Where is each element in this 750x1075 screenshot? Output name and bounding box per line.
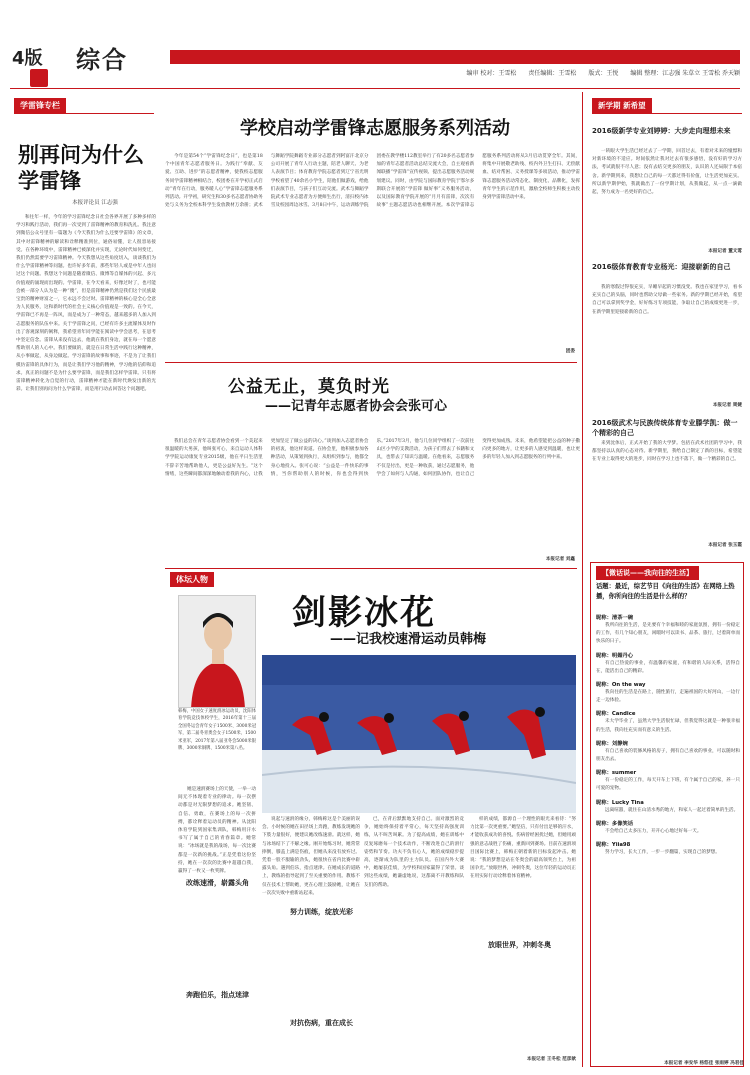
q1-author: 本报记者 董文莺 [708,249,742,254]
comment-text: 未大学毕业了，虽然大学生活很忙碌，但我觉得这就是一种很幸福的生活，我向往充实而有意义的生活。 [596,719,740,733]
newspaper-logo-icon [30,69,48,87]
comment-nickname: 昵称：summer [596,770,637,777]
header-red-bar [170,50,740,64]
sports-col3-text: 样的成绩，都源自一个理性的眼光来看待：“努力比第一次更重要。”她坚信，只有付出足够的汗水，才能收获成功的喜悦。伤病曾经困扰过她，但她用顽强的意志战胜了伤痛，重新回到赛场。目前在速滑项目国际比赛上，韩梅正朝着新的目标发起冲击。她说：“我的梦想是站在冬奥会的最高领奖台上，为祖国争光。”放眼世界，冲刺冬奥，这位年轻的运动员正在用实际行动诠释着体育精神。 [470,817,576,880]
q2-text: 我的寒假过得很充实，早睡早起的习惯没变。我也在家里学习，看书充实自己的头脑，同时也帮助父母做一些家务。新的学期已经开始，希望自己可以拿到奖学金，好好练习专项技能，争取让自己的成绩更进一步，在新学期里迎接崭新的自己。 [592,285,742,315]
comment-nickname: 昵称：刘静婉 [596,740,628,747]
comment-text: 努力学习，长大工作，一步一步翻篇，实现自己的梦想。 [605,850,720,856]
main-article-author: 团委 [565,349,575,354]
sports-top-rule [165,568,577,569]
comment-list [596,614,740,1054]
comment-nickname: 昵称：Yiia98 [596,842,631,849]
commentary-byline: 本报评论员 江志强 [72,200,118,206]
comment-item [596,799,740,815]
sports-col2 [262,816,360,1066]
volunteer-title: 公益无止，莫负时光 [228,377,390,397]
main-article-body [165,153,580,353]
speed-skating-photo [262,655,576,813]
sports-col3 [364,816,464,1066]
comment-item [596,769,740,793]
comment-nickname: 昵称：明媚丹心 [596,652,634,659]
commentary-tag: 学雷锋专栏 [14,98,66,113]
wechat-tag: 【微话说——我向往的生活】 [596,566,699,580]
comment-item [596,841,740,857]
sports-subhead-2: 奔跑伯乐，指点迷津 [186,991,249,999]
header-divider [10,88,740,89]
comment-item [596,614,740,647]
q2-author: 本报记者 周婕 [712,403,742,408]
sports-title: 剑影冰花 [292,593,436,633]
volunteer-body [165,438,580,556]
comment-nickname: 昵称：On the way [596,682,646,689]
comment-text: 远离喧嚣，就住在山清水秀的地方，和家人一起过着简单的生活。 [605,807,739,813]
sports-col1-text: 说起与速滑的缘分，韩梅称这是个美丽的误会。小时候的她在田径场上奔跑，教练发现她的下肢力量很好，便建议她改练速滑。就这样，她与冰场结下了不解之缘。刚开始练习时，她常常摔倒，膝盖上满是伤痕，但她从来没有放弃过。凭着一股不服输的劲头，她很快在省内比赛中崭露头角。遇到伯乐，指点迷津。在她成长的道路上，教练的指导起到了至关重要的作用。教练不仅在技术上帮助她，更在心理上鼓励她，让她在一次次失败中重新站起来。 [262,817,360,896]
q1-body [592,148,742,248]
q1-text: 一转眼大学生活已经过去了一学期，回首过去，有着对未来的憧憬和对新环境的不适应。时间依然让我对过去有很多感悟，没有好的学习方法，考试就很不尽人意；没有去结交更多的朋友，认识的人还局限于本宿舍。新学期到来，我想让自己的每一天都过得有价值，让生活更加充实。所以新学期伊始，我就做出了一份学期计划，从我做起，从一点一滴做起，努力成为一名更好的自己。 [592,149,742,196]
volunteer-subtitle: ——记青年志愿者协会会张可心 [265,399,448,414]
comment-nickname: 昵称：Candice [596,711,636,718]
comment-text: 有自己热爱的事业，有温馨的家庭，有和谐的人际关系，活得自在，能活出自己的精彩。 [596,660,740,674]
comment-text: 有一份稳定的工作，每天开车上下班，有个属于自己的家，养一只可爱的宠物。 [596,778,740,792]
volunteer-author: 本报记者 刘鑫 [545,557,575,562]
comment-item [596,710,740,734]
sports-col1 [178,786,256,1068]
main-article-text: 今年是第54个“学雷锋纪念日”，也是第18个中国青年志愿者服务日。为践行“奉献、友爱、互助、进步”的志愿者精神，使我校志愿服务同学雷锋精神相结合，校团委在开学初正式启动“青年在行动，服务暖人心”学雷锋志愿服务系列活动。开学初，研究生和30多名志愿者协助务处与义务为全校本科学生发放教材万余册；武术与舞蹈学院舞蹈专业部分志愿者到阿富汗北京分公司开展了青年人行动主题，陪老人聊天、为老人表演节目；体育教育学院志愿者到辽宁省光明学校看望了40余名小学生，陪他们做游戏，给他们表演节目，与孩子们互动交流。武术与舞蹈学院武术专业志愿者为方便师生出行，清扫校内冰雪及校园周边冰雪。3月8日中午，运动训练学院团委在教学楼112教室举行了有20多名志愿者参加的青年志愿者活动总结交流大会，自主观看新闻联播“学雷锋”宣传视频、提出志愿服务活动规划建议。同时，由学院与国际教育学院于鄂尔多斯联合开展的“学雷锋 做好事”义务服务活动，以及国际教育学院开展的“月月有雷锋，次次有故事”主题志愿活动也相继开展。本次学雷锋志愿服务系列活动将从3月启动贯穿全年。其间，将集中开展敬老助残、校内外卫生打扫、无偿献血、结对帮困、义务授课等多项活动，推动学雷锋志愿服务活动常态化、制度化、品牌化，发挥青年学生的示范作用，激励全校师生积极主动投身到学雷锋活动中来。 [165,154,580,209]
sports-tag: 体坛人物 [170,572,214,587]
right-top-rule [592,113,742,114]
page-number: 4版 [12,48,43,69]
q3-author: 本报记者 张玉霞 [708,543,742,548]
commentary-body [16,214,156,1064]
editor-credits: 编审 校对：王雪松 责任编辑：王雪松 版式：王悦 编辑 整理：江志强 朱草立 王雪松 乔天颖 [466,70,740,77]
q1-title: 2016级新学专业刘婷婷：大步走向理想未来 [592,127,731,135]
commentary-text: 和往年一样，今年的学习雷锋纪念日社会各界开展了多种多样的学习和践行活动，我们再一次受到了雷锋精神的教育和洗礼。我注意到微信公众号里有一篇题为《今天我们为什么还要学雷锋》的文章，其中对雷锋精神的解读和诠释精准到位，通俗易懂，让人很容易接受。在各种环境中，雷锋精神已被深化并实现，无论时代如何变迁，我们仍然需要学习雷锋精神。今天我想从这些角度切入，谈谈我们为什么学雷锋精神等问题。也许好多年前，那些年轻人或是中年人也问过这个问题。我想这个问题是随着微信、微博等自媒体的兴起、多元价值观的涌现而出现的。学雷锋，在今天看来，好像过时了，也可能会被一部分人认为是一种“傻”，但是雷锋精神仍然是我们这个民族最宝贵的精神财富之一，它永远不会过时。雷锋精神的核心是全心全意为人民服务，这和新时代的社会主义核心价值观是一致的。在今天，学雷锋已不再是一阵风，而是成为了一种常态，越来越多的人加入到志愿服务的队伍中来。关于学雷锋之问，已经有许多主流媒体及时作出了客观深刻的阐释，我希望青年同学能在阅读中学会思考，在思考中坚定信念。雷锋从来没有远去，他就在我们身边，就在每一个愿意帮助别人的人心中。我们要做的，就是在日常生活中践行这种精神，从小事做起，从身边做起。学习雷锋的故事和事迹，不是为了让我们模仿雷锋的具体行为，而是让我们学习他的精神，学习他的信仰和追求。真正的问题不是为什么要学雷锋，而是我们怎样学雷锋。只有将雷锋精神转化为自觉的行动，雷锋精神才能在新时代焕发出新的光彩。让我们别再问为什么学雷锋，而是用行动去回答这个问题吧。 [16,215,156,393]
sports-col4 [470,816,576,1056]
comment-text: 不会给自己太多压力，开开心心地过好每一天。 [605,828,702,834]
comment-item [596,740,740,764]
q3-text: 来到沈体后，正式开始了我的大学梦。包括在武术社团的学习中，我都坚持以认真的心态对待。新学期里，我给自己制定了新的目标，希望能在专业上取得更大的进步，同时在学习上也不落下，做一个精彩的自己。 [592,441,742,463]
column-divider [582,92,583,1067]
athlete-portrait-photo [178,595,256,708]
athlete-caption: 韩梅，中国女子速度滑冰运动员，沈阳体育学院竞技体校学生，2016年第十三届全国冬运会青年女子1500米、3000米冠军，第二届冬青奥会女子1500米、1500米亚军，2017年第八届亚冬会5000米银牌、3000米铜牌、1500米第八名。 [178,709,256,752]
new-semester-tag: 新学期 新希望 [592,98,652,113]
comment-nickname: 昵称：Lucky Tina [596,799,644,806]
sports-author: 本报记者 王冬松 范彦歆 [526,1057,576,1062]
q2-body [592,284,742,404]
volunteer-top-rule [165,362,577,363]
sports-subtitle: ——记我校速滑运动员韩梅 [330,632,487,647]
right-footer-author: 本报记者 李安华 杨悠佳 张雨婷 冯君佳 [664,1061,744,1066]
q3-body [592,440,742,540]
commentary-rule [14,113,154,114]
sports-subhead-1: 改练速滑，崭露头角 [186,879,249,887]
q3-title: 2016级武术与民族传统体育专业滕学凯：做一个精彩的自己 [592,419,738,437]
volunteer-text: 我们总会在青年志愿者协会看到一个美起来很温暖的大男孩，他叫张可心，来自运动人体科学学院运动康复专业2015级，他在平日生活里不辞辛苦地帮助他人，更是公益好先生。“这个情绪，这些瞬间都深深地触动着我的内心，让我更加坚定了做公益的决心。”谈到加入志愿者协会的初衷，他这样说道。在协会里，他积极参加各种活动，从策划到执行，从组织到参与，他都全身心地投入。张可心说：“公益是一件快乐的事情，当你帮助别人的时候，你也会得到快乐。”2017年3月，他与几位同学组织了一次前往山区小学的支教活动，为孩子们带去了书籍和文具，也带去了知识与温暖。在他看来，志愿服务不仅是付出，更是一种收获，通过志愿服务，他学会了如何与人沟通，如何团队协作，也让自己变得更加成熟。未来，他希望能把公益的种子撒向更多的地方，让更多的人感受到温暖，也让更多的年轻人加入到志愿服务的行列中来。 [165,439,580,477]
comment-nickname: 昵称：清茶一碗 [596,615,634,621]
q2-title: 2016级体育教育专业杨光：迎接崭新的自己 [592,263,731,271]
main-article-title: 学校启动学雷锋志愿服务系列活动 [240,118,510,139]
sports-col2-text: 已，在背后默默地支持自己。面对激烈的竞争，她始终保持着平常心，每天坚持高强度训练，从不叫苦叫累。为了提高成绩，她在训练中反复琢磨每一个技术动作，不断改进自己的滑行姿势和节奏。功夫不负有心人，她的成绩稳步提高，逐渐成为队里的主力队员。在国内外大赛中，她屡获佳绩，为学校和国家赢得了荣誉。谈到这些成绩，她谦虚地说，这都离不开教练和队友们的帮助。 [364,817,464,888]
sports-intro-text: 她是速滑赛场上的天使，一举一动间无不体现着专业的律动。每一次摆动都是对无限梦想的追求。她坚韧、自信、勇敢，在赛场上的每一次拼搏，都诠释着运动员的精神。从沈阳体育学院到国家集训队，韩梅用汗水书写了属于自己的青春篇章。她常说：“冰场就是我的战场，每一次比赛都是一次新的挑战。”正是凭着这份坚持，她在一次次的比赛中超越自我，赢得了一枚又一枚奖牌。 [178,787,256,875]
sports-subhead-5: 放眼世界，冲刺冬奥 [488,941,551,949]
comment-text: 我向往的生活是在路上，随性旅行，走遍祖国的大好河山，一边行走一边体验。 [596,690,740,704]
comment-nickname: 昵称：多像笑话 [596,820,634,827]
section-title: 综合 [76,46,128,74]
commentary-title: 别再问为什么学雷锋 [18,143,144,193]
comment-item [596,820,740,836]
comment-text: 有自己喜欢的装修风格的房子，拥有自己喜欢的事业，可以随时和朋友出去。 [596,748,740,763]
wechat-topic: 话题：最近，综艺节目《向往的生活》在网络上热播，你所向往的生活是什么样的？ [596,583,735,600]
comment-item [596,681,740,705]
sports-subhead-4: 对抗伤病，重在成长 [290,1019,353,1027]
comment-item [596,652,740,676]
sports-subhead-3: 努力训练，绽放光彩 [290,908,353,916]
comment-text: 我所向往的生活，是先要有个幸福和睦的家庭氛围，拥有一份稳定的工作，有几个知心朋友，闲暇时可以读书、品茶、旅行，过着简单而快乐的日子。 [596,623,740,645]
